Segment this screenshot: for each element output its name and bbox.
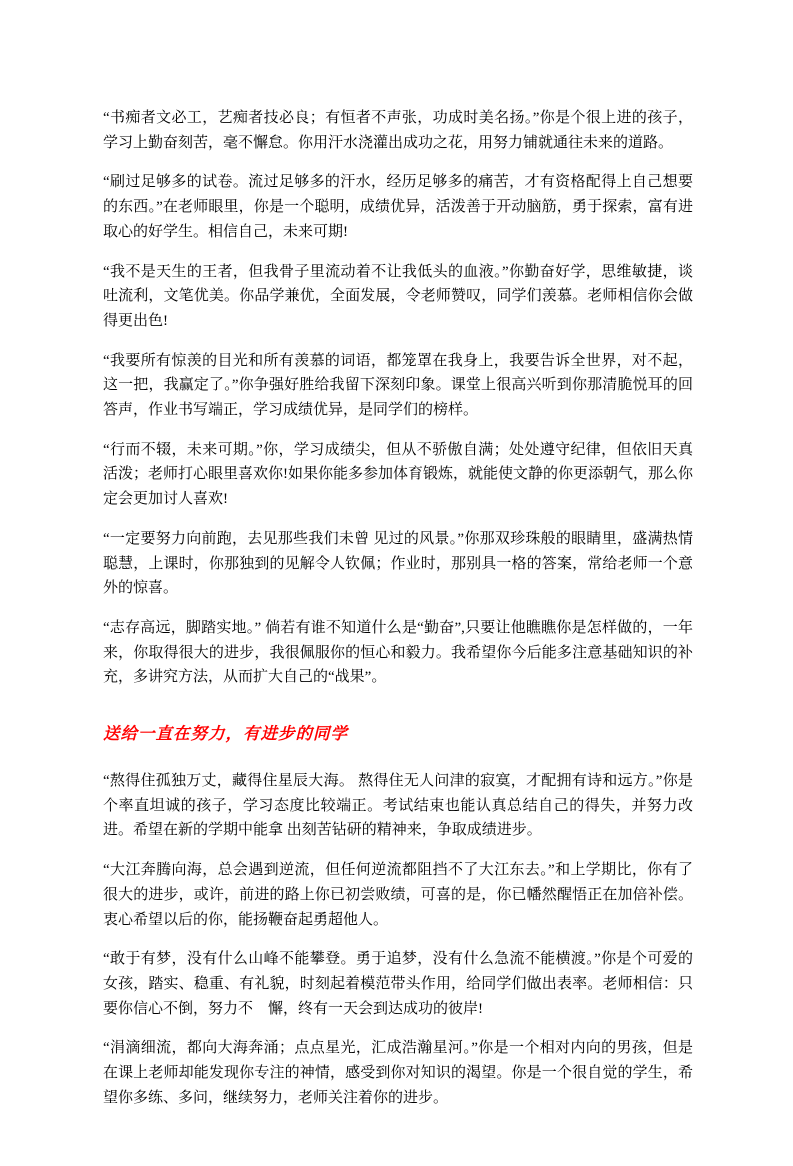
comment-paragraph: “我要所有惊羡的目光和所有羡慕的词语，都笼罩在我身上，我要告诉全世界，对不起，这一把，我赢定了。”你争强好胜给我留下深刻印象。课堂上很高兴听到你那清脆悦耳的回答声，作业书写端正，学习成绩优异，是同学们的榜样。: [103, 352, 693, 419]
comment-paragraph: “敢于有梦，没有什么山峰不能攀登。勇于追梦，没有什么急流不能横渡。”你是个可爱的女孩，踏实、稳重、有礼貌，时刻起着模范带头作用，给同学们做出表率。老师相信：只要你信心不倒，努力不 懈，终有一天会到达成功的彼岸!: [103, 951, 693, 1017]
comment-paragraph: “我不是天生的王者，但我骨子里流动着不让我低头的血液。”你勤奋好学，思维敏捷，谈吐流利，文笔优美。你品学兼优，全面发展，令老师赞叹，同学们羡慕。老师相信你会做得更出色!: [103, 263, 693, 329]
comment-paragraph: “大江奔腾向海，总会遇到逆流，但任何逆流都阻挡不了大江东去。”和上学期比，你有了很大的进步，或许，前进的路上你已初尝败绩，可喜的是，你已幡然醒悟正在加倍补偿。衷心希望以后的你，能扬鞭奋起勇超他人。: [103, 862, 693, 928]
comment-paragraph: “志存高远，脚踏实地。” 倘若有谁不知道什么是“勤奋”,只要让他瞧瞧你是怎样做的，一年来，你取得很大的进步，我很佩服你的恒心和毅力。我希望你今后能多注意基础知识的补充，多讲究方法，从而扩大自己的“战果”。: [103, 619, 693, 686]
comment-paragraph: “行而不辍，未来可期。”你，学习成绩尖，但从不骄傲自满；处处遵守纪律，但依旧天真活泼；老师打心眼里喜欢你!如果你能多参加体育锻炼，就能使文静的你更添朝气，那么你定会更加讨人喜欢!: [103, 441, 693, 508]
section-heading: 送给一直在努力，有进步的同学: [103, 724, 348, 744]
comment-paragraph: “一定要努力向前跑，去见那些我们未曾 见过的风景。”你那双珍珠般的眼睛里，盛满热情聪慧，上课时，你那独到的见解令人钦佩；作业时，那别具一格的答案，常给老师一个意外的惊喜。: [103, 530, 693, 597]
comment-paragraph: “书痴者文必工，艺痴者技必良；有恒者不声张，功成时美名扬。”你是个很上进的孩子，学习上勤奋刻苦，毫不懈怠。你用汗水浇灌出成功之花，用努力铺就通往未来的道路。: [103, 110, 693, 151]
comment-paragraph: “刷过足够多的试卷。流过足够多的汗水，经历足够多的痛苦，才有资格配得上自己想要的东西。”在老师眼里，你是一个聪明，成绩优异，活泼善于开动脑筋，勇于探索，富有进取心的好学生。相信自己，未来可期!: [103, 174, 693, 240]
comment-paragraph: “涓滴细流，都向大海奔涌；点点星光，汇成浩瀚星河。”你是一个相对内向的男孩，但是在课上老师却能发现你专注的神情，感受到你对知识的渴望。你是一个很自觉的学生，希望你多练、多问，继续努力，老师关注着你的进步。: [103, 1040, 693, 1106]
comment-paragraph: “熬得住孤独万丈，藏得住星辰大海。 熬得住无人问津的寂寞，才配拥有诗和远方。”你是个率直坦诚的孩子，学习态度比较端正。考试结束也能认真总结自己的得失，并努力改进。希望在新的学期中能拿 出刻苦钻研的精神来，争取成绩进步。: [103, 773, 693, 839]
